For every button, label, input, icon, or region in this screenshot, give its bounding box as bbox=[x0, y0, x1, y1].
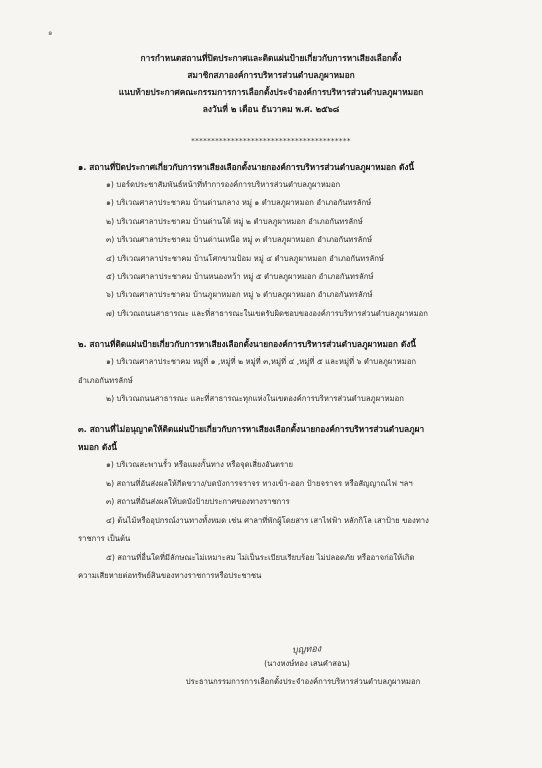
title-line-1: การกำหนดสถานที่ปิดประกาศและติดแผ่นป้ายเกี่ยวกับการหาเสียงเลือกตั้ง bbox=[140, 53, 402, 63]
section-3-item: ๔) ต้นไม้หรืออุปกรณ์งานทางทั้งหมด เช่น ศาลาที่พักผู้โดยสาร เสาไฟฟ้า หลักกิโล เสาป้าย ของทาง bbox=[106, 515, 429, 525]
title-block bbox=[0, 50, 542, 118]
signatory-name: (นางหงษ์ทอง เสนคำสอน) bbox=[264, 659, 350, 668]
separator-stars: **************************************** bbox=[191, 136, 351, 145]
signatory-title: ประธานกรรมการการเลือกตั้งประจำองค์การบริหารส่วนตำบลภูผาหมอก bbox=[185, 677, 421, 686]
section-3-heading: ๓. สถานที่ไม่อนุญาตให้ติดแผ่นป้ายเกี่ยวกับการหาเสียงเลือกตั้งนายกองค์การบริหารส่วนตำบลภูผา bbox=[78, 424, 425, 435]
section-2-item: ๑) บริเวณศาลาประชาคม หมู่ที่ ๑ ,หมู่ที่ ๒ หมู่ที่ ๓,หมู่ที่ ๔ ,หมู่ที่ ๕ และหมู่ที่ ๖ ตำบลภูผาหมอก bbox=[106, 357, 417, 367]
title-line-2: สมาชิกสภาองค์การบริหารส่วนตำบลภูผาหมอก bbox=[187, 70, 355, 80]
section-3-item: ๕) สถานที่อื่นใดที่มีลักษณะไม่เหมาะสม ไม่เป็นระเบียบเรียบร้อย ไม่ปลอดภัย หรืออาจก่อให้เกิด bbox=[106, 552, 415, 562]
section-3-item-continuation: ความเสียหายต่อทรัพย์สินของทางราชการหรือประชาชน bbox=[78, 570, 262, 580]
signature-block bbox=[0, 644, 542, 691]
section-1-item: ๓) บริเวณศาลาประชาคม บ้านด่านเหนือ หมู่ ๓ ตำบลภูผาหมอก อำเภอกันทรลักษ์ bbox=[106, 235, 373, 245]
section-1-heading: ๑. สถานที่ปิดประกาศเกี่ยวกับการหาเสียงเลือกตั้งนายกองค์การบริหารส่วนตำบลภูผาหมอก ดังนี้ bbox=[78, 162, 415, 172]
section-3-heading-continuation: หมอก ดังนี้ bbox=[78, 442, 117, 453]
section-3-item: ๑) บริเวณสะพานรั้ว หรือแผงกั้นทาง หรือจุดเสี่ยงอันตราย bbox=[106, 460, 293, 470]
section-1-item: ๕) บริเวณศาลาประชาคม บ้านหนองหว้า หมู่ ๕ ตำบลภูผาหมอก อำเภอกันทรลักษ์ bbox=[106, 272, 374, 282]
section-3-item: ๒) สถานที่อันส่งผลให้กีดขวาง/บดบังการจราจร ทางเข้า-ออก ป้ายจราจร หรือสัญญาณไฟ ฯลฯ bbox=[106, 478, 413, 488]
section-1-item: ๑) บริเวณศาลาประชาคม บ้านด่านกลาง หมู่ ๑ ตำบลภูผาหมอก อำเภอกันทรลักษ์ bbox=[106, 198, 372, 208]
title-line-3: แนบท้ายประกาศคณะกรรมการการเลือกตั้งประจำองค์การบริหารส่วนตำบลภูผาหมอก bbox=[118, 87, 424, 97]
section-1-item: ๒) บริเวณศาลาประชาคม บ้านด่านใต้ หมู่ ๒ ตำบลภูผาหมอก อำเภอกันทรลักษ์ bbox=[106, 216, 363, 226]
section-1-item: ๖) บริเวณศาลาประชาคม บ้านภูผาหมอก หมู่ ๖ ตำบลภูผาหมอก อำเภอกันทรลักษ์ bbox=[106, 290, 373, 300]
section-2-item: ๒) บริเวณถนนสาธารณะ และที่สาธารณะทุกแห่งในเขตองค์การบริหารส่วนตำบลภูผาหมอก bbox=[106, 394, 404, 404]
corner-mark: ๑ bbox=[48, 29, 53, 37]
section-1-item: ๔) บริเวณศาลาประชาคม บ้านโศกขามป้อม หมู่ ๔ ตำบลภูผาหมอก อำเภอกันทรลักษ์ bbox=[106, 253, 384, 263]
section-3-item-continuation: ราชการ เป็นต้น bbox=[78, 534, 131, 544]
section-1-item: ๗) บริเวณถนนสาธารณะ และที่สาธารณะในเขตรับผิดชอบขององค์การบริหารส่วนตำบลภูผาหมอก bbox=[106, 308, 428, 318]
section-2-item-continuation: อำเภอกันทรลักษ์ bbox=[78, 375, 133, 385]
document-body bbox=[78, 158, 498, 585]
handwritten-signature: บุญทอง bbox=[291, 644, 322, 656]
section-2-heading: ๒. สถานที่ติดแผ่นป้ายเกี่ยวกับการหาเสียงเลือกตั้งนายกองค์การบริหารส่วนตำบลภูผาหมอก ดังนี้ bbox=[78, 339, 416, 350]
section-3-item: ๓) สถานที่อันส่งผลให้บดบังป้ายประกาศของทางราชการ bbox=[106, 497, 290, 507]
title-line-4: ลงวันที่ ๒ เดือน ธันวาคม พ.ศ. ๒๕๖๘ bbox=[202, 104, 340, 114]
section-1-item: ๑) บอร์ดประชาสัมพันธ์หน้าที่ทำการองค์การบริหารส่วนตำบลภูผาหมอก bbox=[106, 180, 341, 189]
